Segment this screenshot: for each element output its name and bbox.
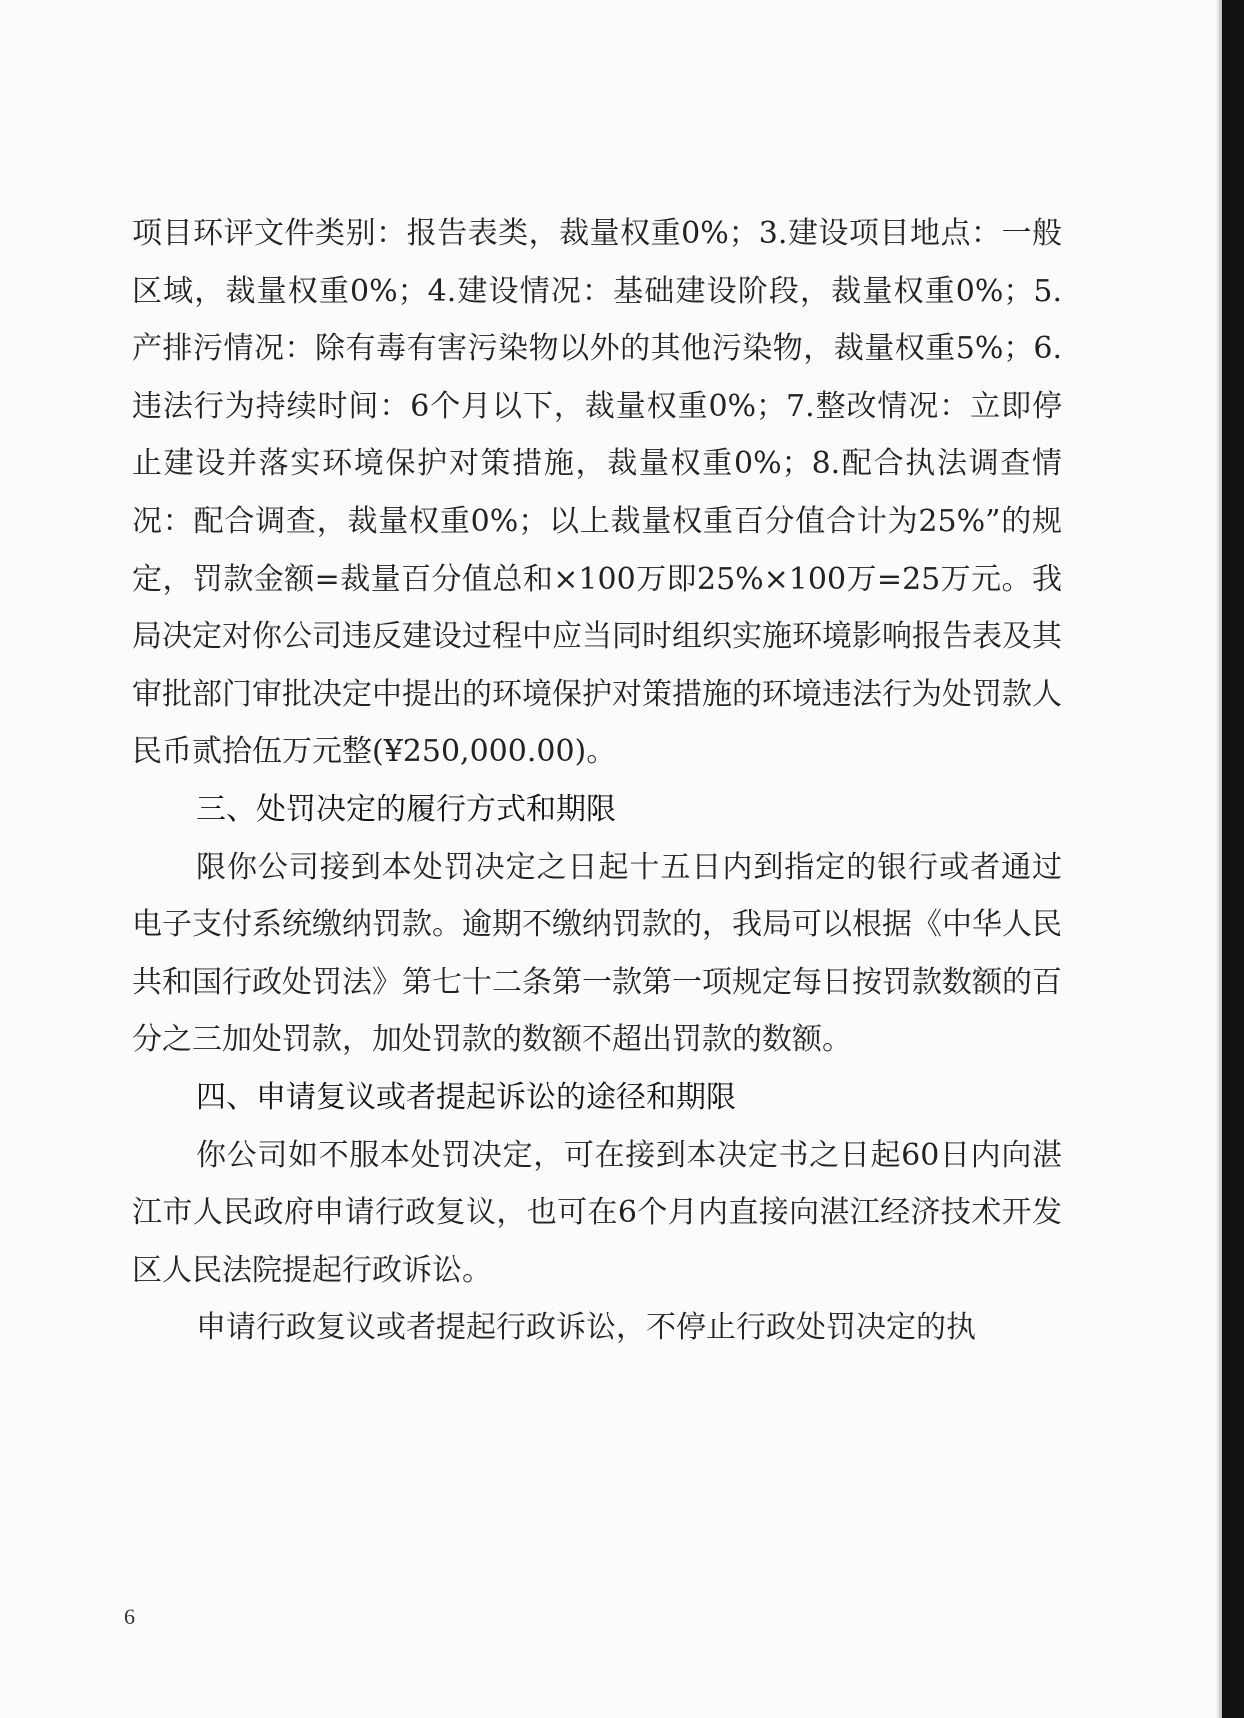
paragraph-discretion-weights: 项目环评文件类别：报告表类，裁量权重0%；3.建设项目地点：一般区域，裁量权重0%；4.建设情况：基础建设阶段，裁量权重0%；5.产排污情况：除有毒有害污染物以外的其他污染物，裁量权重5%；6.违法行为持续时间：6个月以下，裁量权重0%；7.整改情况：立即停止建设并落实环境保护对策措施，裁量权重0%；8.配合执法调查情况：配合调查，裁量权重0%；以上裁量权重百分值合计为25%”的规定，罚款金额=裁量百分值总和×100万即25%×100万=25万元。我局决定对你公司违反建设过程中应当同时组织实施环境影响报告表及其审批部门审批决定中提出的环境保护对策措施的环境违法行为处罚款人民币贰拾伍万元整(¥250,000.00)。 bbox=[132, 216, 1062, 770]
paragraph-appeal-effect: 申请行政复议或者提起行政诉讼，不停止行政处罚决定的执 bbox=[196, 1310, 976, 1346]
page-number: 6 bbox=[124, 1604, 135, 1629]
scan-edge bbox=[1222, 0, 1244, 1718]
section-heading-3: 三、处罚决定的履行方式和期限 bbox=[196, 791, 616, 827]
paragraph-payment-terms: 限你公司接到本处罚决定之日起十五日内到指定的银行或者通过电子支付系统缴纳罚款。逾期不缴纳罚款的，我局可以根据《中华人民共和国行政处罚法》第七十二条第一款第一项规定每日按罚款数额的百分之三加处罚款，加处罚款的数额不超出罚款的数额。 bbox=[132, 849, 1062, 1058]
section-heading-4: 四、申请复议或者提起诉讼的途径和期限 bbox=[196, 1079, 736, 1115]
document-body bbox=[132, 205, 1062, 1357]
paragraph-appeal-options: 你公司如不服本处罚决定，可在接到本决定书之日起60日内向湛江市人民政府申请行政复议，也可在6个月内直接向湛江经济技术开发区人民法院提起行政诉讼。 bbox=[132, 1137, 1062, 1288]
